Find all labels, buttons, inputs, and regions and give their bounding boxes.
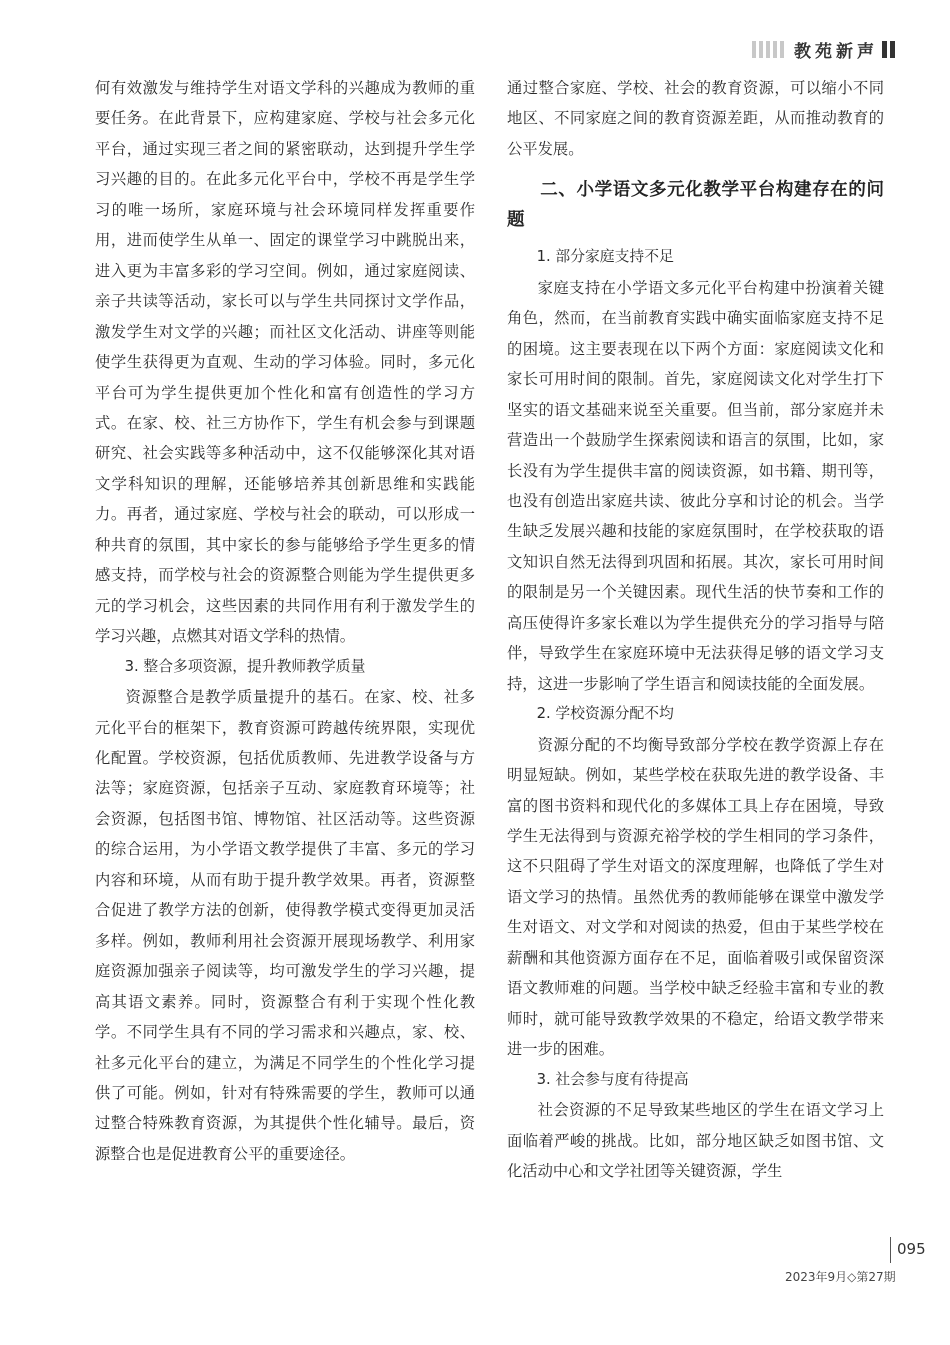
- paragraph: 资源整合是教学质量提升的基石。在家、校、社多元化平台的框架下，教育资源可跨越传统界限，实现优化配置。学校资源，包括优质教师、先进教学设备与方法等；家庭资源，包括亲子互动、家庭教育环境等；社会资源，包括图书馆、博物馆、社区活动等。这些资源的综合运用，为小学语文教学提供了丰富、多元的学习内容和环境，从而有助于提升教学效果。再者，资源整合促进了教学方法的创新，使得教学模式变得更加灵活多样。例如，教师利用社会资源开展现场教学、利用家庭资源加强亲子阅读等，均可激发学生的学习兴趣，提高其语文素养。同时，资源整合有利于实现个性化教学。不同学生具有不同的学习需求和兴趣点，家、校、社多元化平台的建立，为满足不同学生的个性化学习提供了可能。例如，针对有特殊需要的学生，教师可以通过整合特殊教育资源，为其提供个性化辅导。最后，资源整合也是促进教育公平的重要途径。: [95, 688, 475, 1163]
- paragraph: 通过整合家庭、学校、社会的教育资源，可以缩小不同地区、不同家庭之间的教育资源差距，从而推动教育的公平发展。: [507, 79, 884, 158]
- section-heading: 二、小学语文多元化教学平台构建存在的问题: [507, 180, 884, 231]
- page-number: 095: [890, 1237, 926, 1263]
- subheading: 1. 部分家庭支持不足: [536, 248, 674, 266]
- paragraph: 家庭支持在小学语文多元化平台构建中扮演着关键角色，然而，在当前教育实践中确实面临家庭支持不足的困境。这主要表现在以下两个方面：家庭阅读文化和家长可用时间的限制。首先，家庭阅读文化对学生打下坚实的语文基础来说至关重要。但当前，部分家庭并未营造出一个鼓励学生探索阅读和语言的氛围，比如，家长没有为学生提供丰富的阅读资源，如书籍、期刊等，也没有创造出家庭共读、彼此分享和讨论的机会。当学生缺乏发展兴趣和技能的家庭氛围时，在学校获取的语文知识自然无法得到巩固和拓展。其次，家长可用时间的限制是另一个关键因素。现代生活的快节奏和工作的高压使得许多家长难以为学生提供充分的学习指导与陪伴，导致学生在家庭环境中无法获得足够的语文学习支持，这进一步影响了学生语言和阅读技能的全面发展。: [507, 278, 884, 693]
- subheading: 3. 整合多项资源，提升教师教学质量: [124, 657, 366, 675]
- paragraph: 社会资源的不足导致某些地区的学生在语文学习上面临着严峻的挑战。比如，部分地区缺乏如图书馆、文化活动中心和文学社团等关键资源，学生: [507, 1101, 884, 1180]
- issue-date: 2023年9月◇第27期: [785, 1270, 896, 1284]
- paragraph: 何有效激发与维持学生对语文学科的兴趣成为教师的重要任务。在此背景下，应构建家庭、学校与社会多元化平台，通过实现三者之间的紧密联动，达到提升学生学习兴趣的目的。在此多元化平台中，学校不再是学生学习的唯一场所，家庭环境与社会环境同样发挥重要作用，进而使学生从单一、固定的课堂学习中跳脱出来，进入更为丰富多彩的学习空间。例如，通过家庭阅读、亲子共读等活动，家长可以与学生共同探讨文学作品，激发学生对文学的兴趣；而社区文化活动、讲座等则能使学生获得更为直观、生动的学习体验。同时，多元化平台可为学生提供更加个性化和富有创造性的学习方式。在家、校、社三方协作下，学生有机会参与到课题研究、社会实践等多种活动中，这不仅能够深化其对语文学科知识的理解，还能够培养其创新思维和实践能力。再者，通过家庭、学校与社会的联动，可以形成一种共育的氛围，其中家长的参与能够给予学生更多的情感支持，而学校与社会的资源整合则能为学生提供更多元的学习机会，这些因素的共同作用有利于激发学生的学习兴趣，点燃其对语文学科的热情。: [95, 79, 475, 646]
- running-header: [752, 38, 895, 60]
- header-decoration-bars: [752, 41, 784, 58]
- section-name: 教苑新声: [794, 41, 878, 62]
- paragraph: 资源分配的不均衡导致部分学校在教学资源上存在明显短缺。例如，某些学校在获取先进的教学设备、丰富的图书资料和现代化的多媒体工具上存在困境，导致学生无法得到与资源充裕学校的学生相同的学习条件，这不只阻碍了学生对语文的深度理解，也降低了学生对语文学习的热情。虽然优秀的教师能够在课堂中激发学生对语文、对文学和对阅读的热爱，但由于某些学校在薪酬和其他资源方面存在不足，面临着吸引或保留资深语文教师难的问题。当学校中缺乏经验丰富和专业的教师时，就可能导致教学效果的不稳定，给语文教学带来进一步的困难。: [507, 735, 884, 1059]
- left-column: [95, 73, 475, 1169]
- subheading: 3. 社会参与度有待提高: [536, 1070, 689, 1088]
- subheading: 2. 学校资源分配不均: [536, 705, 674, 723]
- right-column: [507, 73, 884, 1186]
- header-end-bars: [882, 41, 895, 58]
